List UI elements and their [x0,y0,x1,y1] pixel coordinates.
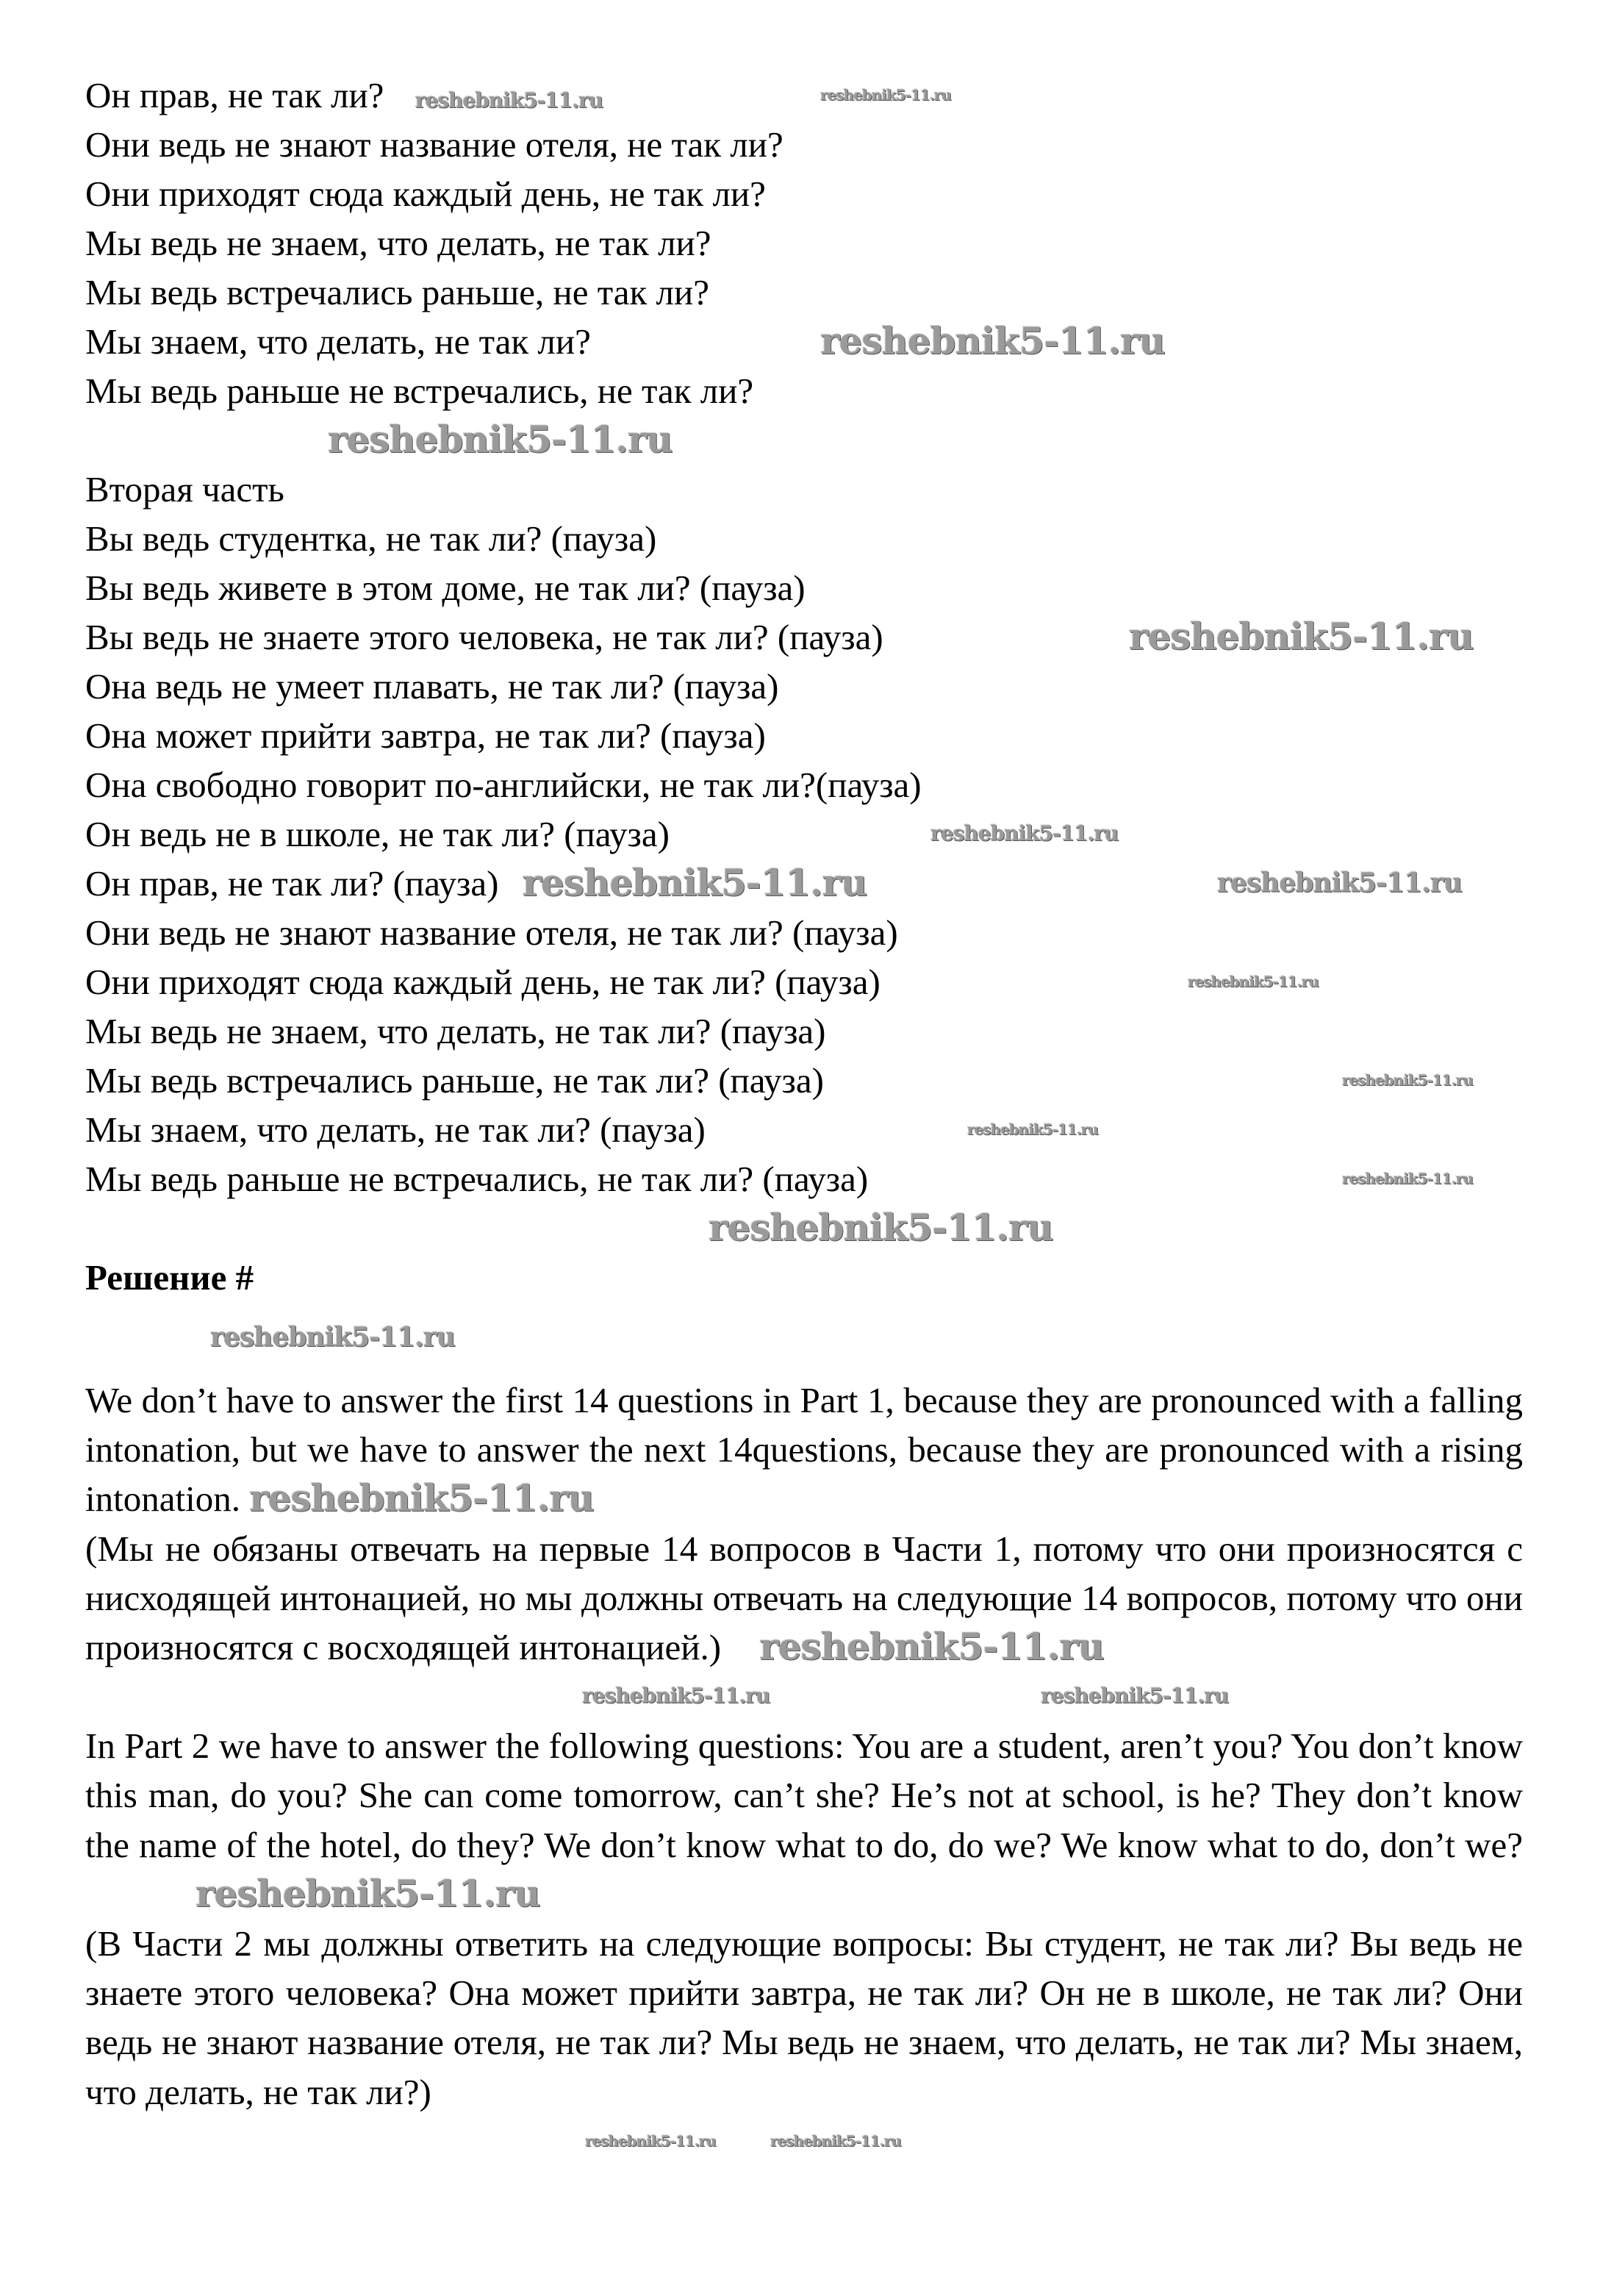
text-line: Мы ведь раньше не встречались, не так ли? [85,371,754,411]
text-line: Мы ведь не знаем, что делать, не так ли? (пауза) [85,1011,826,1051]
watermark: reshebnik5-11.ru [820,86,951,104]
spacer [85,1204,1523,1253]
watermark: reshebnik5-11.ru [196,1871,540,1915]
text-line [85,317,1523,366]
solution-heading: Решение # [85,1257,254,1298]
part2-paragraph-en [85,1721,1523,1919]
text-line-content: Мы ведь раньше не встречались, не так ли? (пауза) [85,1159,869,1199]
paragraph-text: (В Части 2 мы должны ответить на следующие вопросы: Вы студент, не так ли? Вы ведь не знаете этого человека? Она может прийти завтра, не так ли? Он не в школе, не так ли? Они ведь не знают название отеля, не так ли? Мы ведь не знаем, что делать, не так ли? Мы знаем, что делать, не так ли?) [85,1923,1523,2112]
spacer [85,415,1523,465]
paragraph-text: (Мы не обязаны отвечать на первые 14 вопросов в Части 1, потому что они произносятся с нисходящей интонацией, но мы должны отвечать на следующие 14 вопросов, потому что они произносятся с восходящей интонацией.) [85,1528,1523,1668]
text-line: Она может прийти завтра, не так ли? (пауза) [85,715,766,756]
solution-paragraph-ru [85,1524,1523,1673]
text-line-content: Мы знаем, что делать, не так ли? (пауза) [85,1109,706,1150]
text-line: Они ведь не знают название отеля, не так ли? (пауза) [85,912,898,953]
text-line-content: Мы ведь встречались раньше, не так ли? (пауза) [85,1060,824,1101]
text-line [85,809,1523,859]
watermark: reshebnik5-11.ru [930,821,1119,845]
text-line: Мы ведь встречались раньше, не так ли? [85,272,709,312]
watermark: reshebnik5-11.ru [1129,615,1474,658]
solution-paragraph-en [85,1376,1523,1524]
text-line-content: Он прав, не так ли? [85,75,384,115]
spacer [85,2117,1523,2166]
watermark: reshebnik5-11.ru [1342,1170,1473,1187]
text-line: Она ведь не умеет плавать, не так ли? (пауза) [85,666,779,707]
watermark: reshebnik5-11.ru [415,88,603,112]
text-line-content: Мы знаем, что делать, не так ли? [85,321,591,362]
text-line [85,1105,1523,1154]
watermark: reshebnik5-11.ru [820,319,1165,362]
text-line [85,859,1523,908]
text-line: Она свободно говорит по-английски, не так ли?(пауза) [85,765,922,805]
document-page [85,71,1523,2166]
paragraph-text: We don’t have to answer the first 14 questions in Part 1, because they are pronounced with a falling intonation, but we have to answer the next 14questions, because they are pronounced with a rising intonation. [85,1380,1523,1520]
watermark: reshebnik5-11.ru [249,1476,594,1520]
section-heading: Вторая часть [85,469,284,509]
part2-paragraph-ru [85,1919,1523,2117]
text-line: Они ведь не знают название отеля, не так ли? [85,124,783,165]
spacer [85,1302,1523,1376]
watermark: reshebnik5-11.ru [1342,1071,1473,1089]
watermark: reshebnik5-11.ru [1188,973,1319,990]
watermark: reshebnik5-11.ru [759,1625,1104,1669]
watermark: reshebnik5-11.ru [328,418,672,461]
watermark: reshebnik5-11.ru [967,1120,1098,1138]
text-line: Мы ведь не знаем, что делать, не так ли? [85,223,711,263]
text-line [85,1154,1523,1204]
text-line [85,1056,1523,1105]
text-line: Они приходят сюда каждый день, не так ли? [85,174,766,214]
text-line: Вы ведь живете в этом доме, не так ли? (пауза) [85,568,806,608]
text-line [85,957,1523,1006]
text-line [85,612,1523,662]
text-line-content: Вы ведь не знаете этого человека, не так ли? (пауза) [85,617,883,657]
watermark: reshebnik5-11.ru [709,1206,1053,1249]
watermark: reshebnik5-11.ru [582,1684,770,1709]
text-line-content: Он прав, не так ли? (пауза) [85,863,499,904]
text-line: Вы ведь студентка, не так ли? (пауза) [85,518,657,559]
watermark: reshebnik5-11.ru [522,861,867,904]
watermark: reshebnik5-11.ru [210,1322,455,1353]
text-line-content: Они приходят сюда каждый день, не так ли? (пауза) [85,962,880,1002]
watermark: reshebnik5-11.ru [770,2131,901,2150]
spacer [85,1672,1523,1721]
text-line-content: Он ведь не в школе, не так ли? (пауза) [85,814,670,854]
paragraph-text: In Part 2 we have to answer the following questions: You are a student, aren’t you? You don’t know this man, do you? She can come tomorrow, can’t she? He’s not at school, is he? They don’t know the name of the hotel, do they? We don’t know what to do, do we? We know what to do, don’t we? [85,1725,1523,1865]
text-line [85,71,1523,120]
watermark: reshebnik5-11.ru [1217,868,1462,898]
watermark: reshebnik5-11.ru [1041,1684,1229,1709]
watermark: reshebnik5-11.ru [585,2131,716,2150]
